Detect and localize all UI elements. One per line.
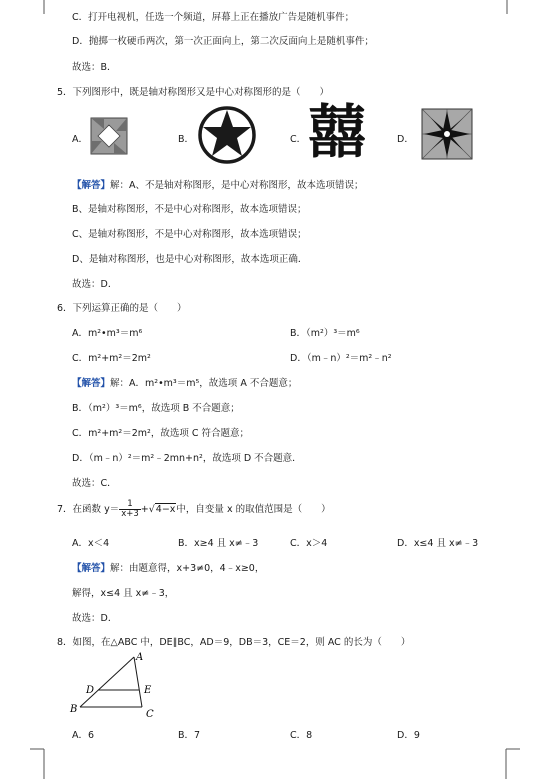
q8-label-d: D (86, 685, 95, 696)
q7-option-a: A．x＜4 (72, 538, 110, 549)
q5-option-d-label: D． (397, 134, 414, 145)
q8-option-c: C．8 (290, 730, 313, 741)
q5-figure-a-pinwheel-square (90, 117, 128, 155)
q7-fraction (119, 500, 141, 519)
q6-solution-tag: 【解答】 (72, 378, 111, 389)
q5-answer: 故选：D． (72, 279, 118, 290)
corner-mark-bottom-right (500, 748, 522, 779)
q8-label-e: E (144, 685, 152, 696)
q8-label-b: B (70, 704, 78, 715)
q6-option-d: D．（m﹣n）²＝m²﹣n² (290, 353, 392, 364)
q5-figure-c-double-happiness: 囍 (308, 98, 367, 166)
q7-solution-line-2: 解得，x≤4 且 x≠﹣3， (72, 588, 175, 599)
q7-sqrt-sign: √ (148, 504, 155, 515)
q8-label-c: C (146, 709, 154, 720)
q7-fraction-denominator: x+3 (121, 509, 139, 519)
q7-option-d: D．x≤4 且 x≠﹣3 (397, 538, 479, 549)
q7-plus: + (140, 504, 149, 515)
q8-option-b: B．7 (178, 730, 201, 741)
q6-option-a: A．m²•m³＝m⁶ (72, 328, 143, 339)
q5-solution-line-4: D、是轴对称图形，也是中心对称图形，故本选项正确． (72, 254, 308, 265)
q8-triangle-figure (66, 652, 166, 722)
q5-solution-line-2: B、是轴对称图形，不是中心对称图形，故本选项错误； (72, 204, 307, 215)
prev-option-d: D．抛掷一枚硬币两次，第一次正面向上，第二次反面向上是随机事件； (72, 36, 374, 47)
q7-fraction-numerator: 1 (119, 500, 141, 510)
q7-option-c: C．x＞4 (290, 538, 328, 549)
q6-solution-line-2: B．（m²）³＝m⁶，故选项 B 不合题意； (72, 403, 240, 414)
q8-stem: 8．如图，在△ABC 中，DE∥BC，AD＝9，DB＝3，CE＝2，则 AC 的长为（ ） (57, 637, 411, 648)
q5-option-c-label: C． (290, 134, 307, 145)
q6-solution-line-1 (72, 375, 297, 389)
q6-solution-text-1: 解：A．m²•m³＝m⁵，故选项 A 不合题意； (110, 378, 298, 389)
q7-solution-line-1 (72, 560, 264, 574)
q5-solution-line-3: C、是轴对称图形，不是中心对称图形，故本选项错误； (72, 229, 307, 240)
q7-stem-prefix: 7．在函数 y＝ (57, 504, 120, 515)
q7-stem-suffix: 中，自变量 x 的取值范围是（ ） (176, 504, 331, 515)
corner-mark-top-right (505, 0, 517, 14)
q5-stem: 5．下列图形中，既是轴对称图形又是中心对称图形的是（ ） (57, 87, 330, 98)
q5-figure-d-star-flower (421, 108, 473, 160)
corner-mark-bottom-left (30, 748, 50, 779)
corner-mark-top-left (34, 0, 46, 14)
q6-solution-line-3: C．m²+m²＝2m²，故选项 C 符合题意； (72, 428, 249, 439)
q7-solution-text-1: 解：由题意得，x+3≠0，4﹣x≥0， (110, 563, 265, 574)
q5-solution-tag: 【解答】 (72, 180, 111, 191)
q7-answer: 故选：D． (72, 613, 118, 624)
q5-figure-b-star-circle (196, 106, 258, 164)
q6-stem: 6．下列运算正确的是（ ） (57, 303, 187, 314)
q5-solution-line-1 (72, 177, 364, 191)
q6-solution-line-4: D．（m﹣n）²＝m²﹣2mn+n²，故选项 D 不合题意． (72, 453, 302, 464)
q6-option-b: B．（m²）³＝m⁶ (290, 328, 360, 339)
q5-solution-text-1: 解：A、不是轴对称图形，是中心对称图形，故本选项错误； (110, 180, 364, 191)
q8-label-a: A (136, 652, 144, 663)
q8-option-d: D．9 (397, 730, 420, 741)
q6-option-c: C．m²+m²＝2m² (72, 353, 151, 364)
q7-solution-tag: 【解答】 (72, 563, 111, 574)
prev-option-c: C．打开电视机，任选一个频道，屏幕上正在播放广告是随机事件； (72, 12, 355, 23)
q7-stem (57, 498, 331, 522)
q5-option-b-label: B． (178, 134, 195, 145)
prev-answer: 故选：B． (72, 62, 117, 73)
q7-option-b: B．x≥4 且 x≠﹣3 (178, 538, 259, 549)
q7-sqrt-body: 4−x (155, 504, 176, 515)
q5-option-a-label: A． (72, 134, 88, 145)
q8-option-a: A．6 (72, 730, 95, 741)
q6-answer: 故选：C． (72, 478, 117, 489)
